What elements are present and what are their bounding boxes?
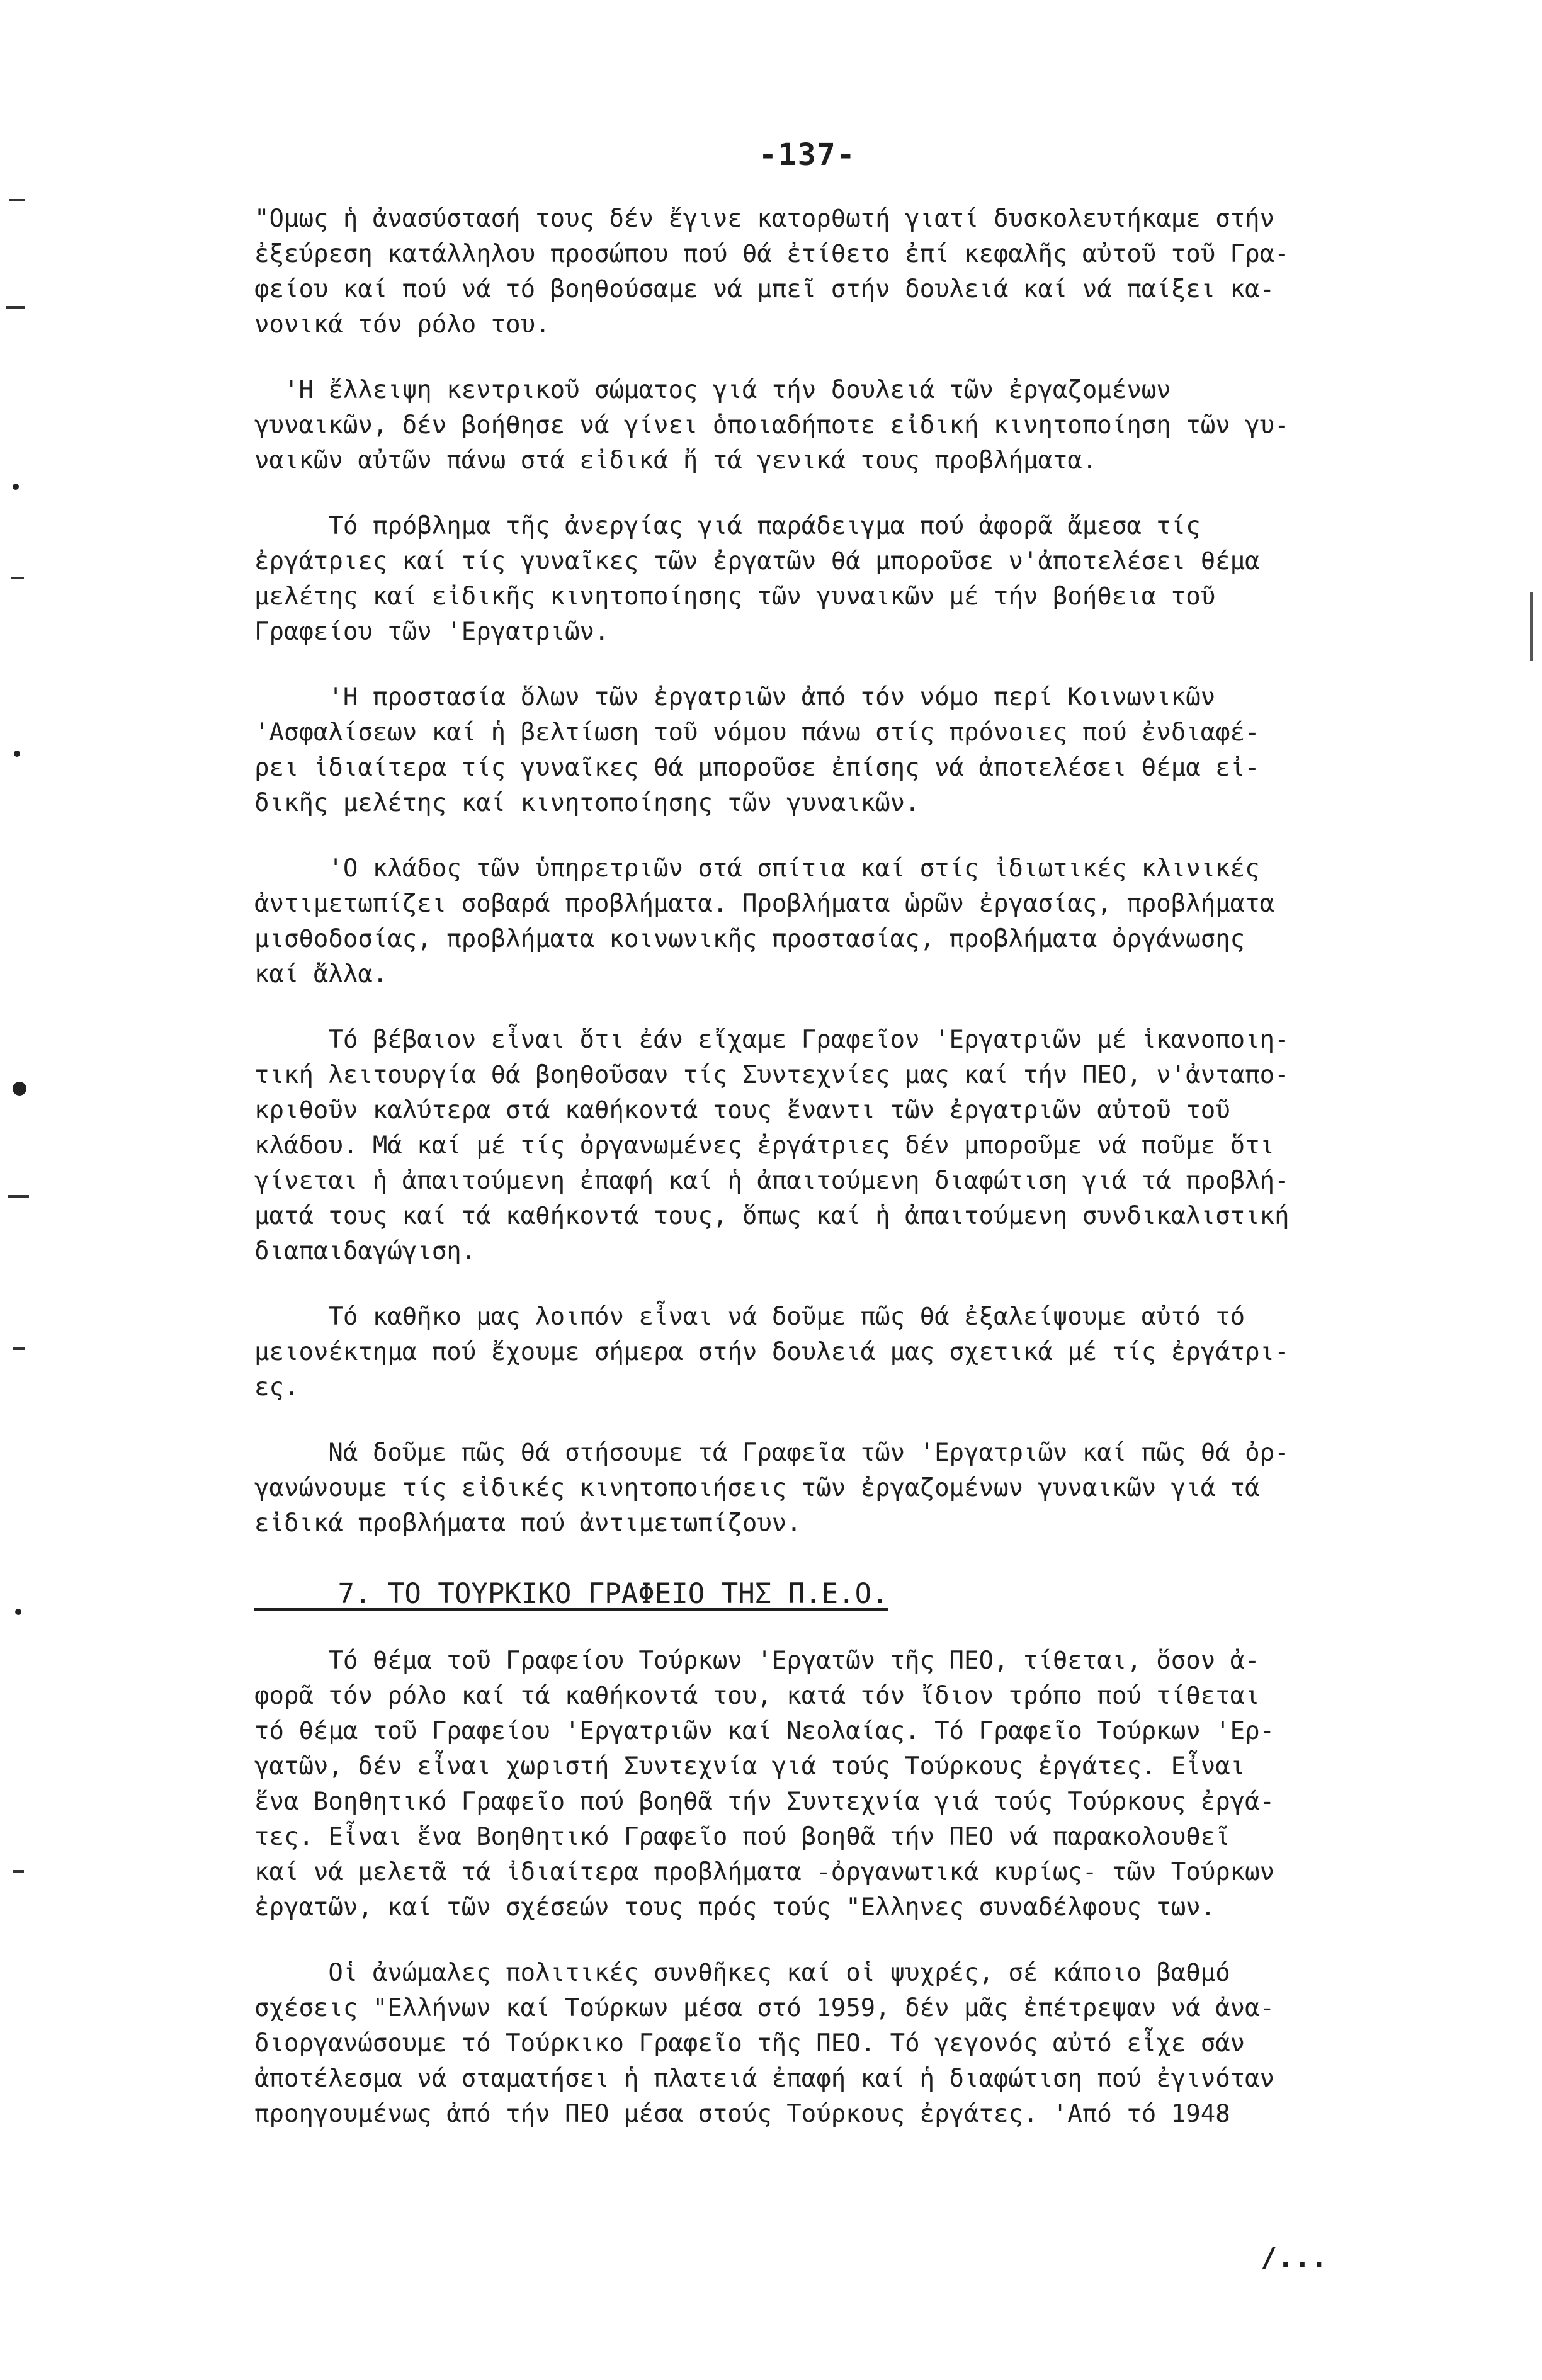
text-line: ματά τους καί τά καθήκοντά τους, ὅπως καί ἡ ἀπαιτούμενη συνδικαλιστική [254,1202,1290,1230]
text-line: ἀποτέλεσμα νά σταματήσει ἡ πλατειά ἐπαφή καί ἡ διαφώτιση πού ἐγινόταν [254,2065,1275,2093]
paragraph [254,1023,1438,1269]
paragraph [254,1956,1438,2132]
text-line: 'Ο κλάδος τῶν ὑπηρετριῶν στά σπίτια καί στίς ἰδιωτικές κλινικές [254,854,1260,883]
continuation-mark: /... [1261,2241,1327,2274]
margin-mark [14,751,20,757]
text-line: δικῆς μελέτης καί κινητοποίησης τῶν γυναικῶν. [254,789,920,817]
text-line: εἰδικά προβλήματα πού ἀντιμετωπίζουν. [254,1509,802,1538]
text-line: γανώνουμε τίς εἰδικές κινητοποιήσεις τῶν ἐργαζομένων γυναικῶν γιά τά [254,1474,1260,1502]
text-line: "Ομως ἡ ἀνασύστασή τους δέν ἔγινε κατορθωτή γιατί δυσκολευτήκαμε στήν [254,205,1275,233]
margin-mark [13,1870,24,1873]
text-line: ἕνα Βοηθητικό Γραφεῖο πού βοηθᾶ τήν Συντεχνία γιά τούς Τούρκους ἐργά- [254,1788,1275,1816]
text-line: ἀντιμετωπίζει σοβαρά προβλήματα. Προβλήματα ὡρῶν ἐργασίας, προβλήματα [254,890,1275,918]
text-line: σχέσεις "Ελλήνων καί Τούρκων μέσα στό 1959, δέν μᾶς ἐπέτρεψαν νά ἀνα- [254,1994,1275,2022]
text-line: 'Ασφαλίσεων καί ἡ βελτίωση τοῦ νόμου πάνω στίς πρόνοιες πού ἐνδιαφέ- [254,718,1260,747]
text-line: ἐργατῶν, καί τῶν σχέσεών τους πρός τούς "Ελληνες συναδέλφους των. [254,1893,1216,1922]
margin-mark [8,1195,29,1198]
text-line: γίνεται ἡ ἀπαιτούμενη ἐπαφή καί ἡ ἀπαιτούμενη διαφώτιση γιά τά προβλή- [254,1167,1290,1195]
margin-mark [9,199,25,201]
text-line: Γραφείου τῶν 'Εργατριῶν. [254,618,609,646]
text-line: Τό θέμα τοῦ Γραφείου Τούρκων 'Εργατῶν τῆς ΠΕΟ, τίθεται, ὅσον ἀ- [254,1646,1260,1675]
text-line: ες. [254,1373,299,1402]
section-heading-block [254,1574,1438,1614]
text-line: προηγουμένως ἀπό τήν ΠΕΟ μέσα στούς Τούρκους ἐργάτες. 'Από τό 1948 [254,2100,1230,2128]
text-line: γυναικῶν, δέν βοήθησε νά γίνει ὁποιαδήποτε εἰδική κινητοποίηση τῶν γυ- [254,411,1290,439]
paragraph [254,680,1438,821]
text-line: γατῶν, δέν εἶναι χωριστή Συντεχνία γιά τούς Τούρκους ἐργάτες. Εἶναι [254,1752,1245,1781]
text-line: τό θέμα τοῦ Γραφείου 'Εργατριῶν καί Νεολαίας. Τό Γραφεῖο Τούρκων 'Ερ- [254,1717,1275,1745]
paragraph [254,1643,1438,1925]
text-line: ρει ἰδιαίτερα τίς γυναῖκες θά μποροῦσε ἐπίσης νά ἀποτελέσει θέμα εἰ- [254,754,1260,782]
page-number: -137- [759,137,856,173]
text-line: κριθοῦν καλύτερα στά καθήκοντά τους ἔναντι τῶν ἐργατριῶν αὐτοῦ τοῦ [254,1096,1230,1125]
text-line: Τό πρόβλημα τῆς ἀνεργίας γιά παράδειγμα πού ἀφορᾶ ἄμεσα τίς [254,512,1201,540]
section-heading: 7. ΤΟ ΤΟΥΡΚΙΚΟ ΓΡΑΦΕΙΟ ΤΗΣ Π.Ε.Ο. [254,1578,888,1610]
right-edge-mark [1530,592,1533,661]
text-line: Τό βέβαιον εἶναι ὅτι ἐάν εἴχαμε Γραφεῖον 'Εργατριῶν μέ ἱκανοποιη- [254,1026,1290,1054]
paragraph [254,373,1438,479]
paragraph [254,1436,1438,1541]
paragraph [254,201,1438,343]
margin-mark [6,306,25,309]
margin-mark [11,577,24,579]
text-line: καί ἄλλα. [254,960,388,989]
paragraph [254,851,1438,992]
text-line: τες. Εἶναι ἕνα Βοηθητικό Γραφεῖο πού βοηθᾶ τήν ΠΕΟ νά παρακολουθεῖ [254,1823,1230,1851]
text-line: διαπαιδαγώγιση. [254,1237,477,1266]
text-line: Οἱ ἀνώμαλες πολιτικές συνθῆκες καί οἱ ψυχρές, σέ κάποιο βαθμό [254,1959,1230,1987]
text-line: καί νά μελετᾶ τά ἰδιαίτερα προβλήματα -ὀργανωτικά κυρίως- τῶν Τούρκων [254,1858,1275,1886]
margin-mark [13,484,19,490]
text-line: μελέτης καί εἰδικῆς κινητοποίησης τῶν γυναικῶν μέ τήν βοήθεια τοῦ [254,582,1216,611]
text-line: Νά δοῦμε πῶς θά στήσουμε τά Γραφεῖα τῶν 'Εργατριῶν καί πῶς θά ὀρ- [254,1439,1290,1467]
body-text [254,201,1438,2132]
text-line: Τό καθῆκο μας λοιπόν εἶναι νά δοῦμε πῶς θά ἐξαλείψουμε αὐτό τό [254,1303,1245,1331]
margin-mark [15,1609,21,1615]
text-line: ναικῶν αὐτῶν πάνω στά εἰδικά ἤ τά γενικά τους προβλήματα. [254,446,1097,475]
text-line: τική λειτουργία θά βοηθοῦσαν τίς Συντεχνίες μας καί τήν ΠΕΟ, ν'ἀνταπο- [254,1061,1290,1089]
margin-mark [13,1347,25,1350]
text-line: μισθοδοσίας, προβλήματα κοινωνικῆς προστασίας, προβλήματα ὀργάνωσης [254,925,1245,953]
text-line: κλάδου. Μά καί μέ τίς ὀργανωμένες ἐργάτριες δέν μποροῦμε νά ποῦμε ὅτι [254,1131,1275,1160]
text-line: 'Η ἔλλειψη κεντρικοῦ σώματος γιά τήν δουλειά τῶν ἐργαζομένων [254,376,1171,404]
margin-mark [13,1082,26,1096]
text-line: φείου καί πού νά τό βοηθούσαμε νά μπεῖ στήν δουλειά καί νά παίξει κα- [254,275,1275,303]
paragraph [254,1300,1438,1405]
text-line: νονικά τόν ρόλο του. [254,310,550,339]
text-line: ἐργάτριες καί τίς γυναῖκες τῶν ἐργατῶν θά μποροῦσε ν'ἀποτελέσει θέμα [254,547,1260,575]
text-line: διοργανώσουμε τό Τούρκικο Γραφεῖο τῆς ΠΕΟ. Τό γεγονός αὐτό εἶχε σάν [254,2029,1245,2058]
text-line: 'Η προστασία ὅλων τῶν ἐργατριῶν ἀπό τόν νόμο περί Κοινωνικῶν [254,683,1216,711]
text-line: μειονέκτημα πού ἔχουμε σήμερα στήν δουλειά μας σχετικά μέ τίς ἐργάτρι- [254,1338,1290,1366]
text-line: ἐξεύρεση κατάλληλου προσώπου πού θά ἐτίθετο ἐπί κεφαλῆς αὐτοῦ τοῦ Γρα- [254,240,1290,268]
paragraph [254,509,1438,650]
text-line: φορᾶ τόν ρόλο καί τά καθήκοντά του, κατά τόν ἴδιον τρόπο πού τίθεται [254,1682,1260,1710]
